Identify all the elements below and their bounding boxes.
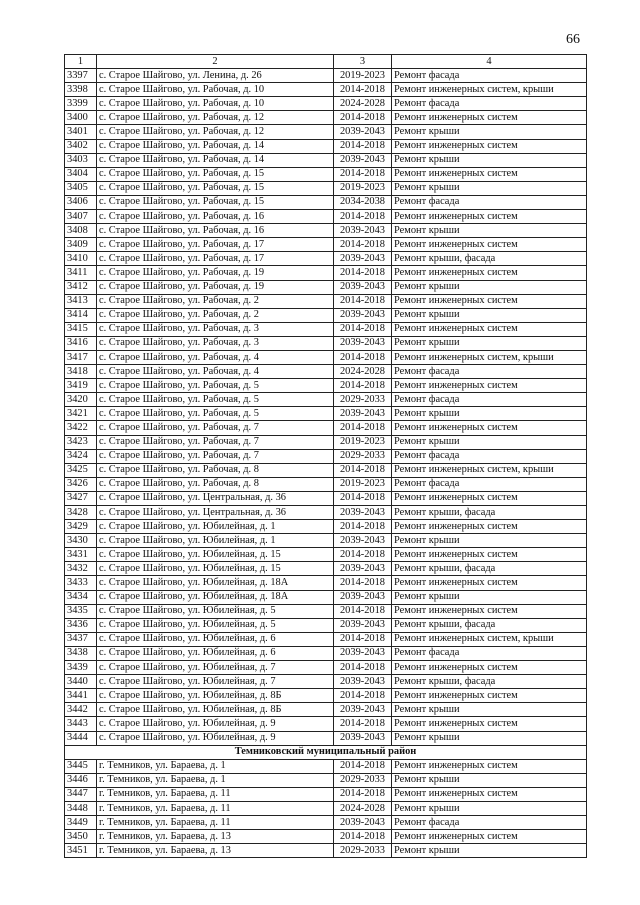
period-cell: 2029-2033 <box>334 393 392 407</box>
address-cell: с. Старое Шайгово, ул. Юбилейная, д. 7 <box>97 675 334 689</box>
table-row <box>65 703 587 717</box>
work-type-cell: Ремонт крыши, фасада <box>392 675 587 689</box>
period-cell: 2014-2018 <box>334 632 392 646</box>
row-number-cell: 3421 <box>65 407 97 421</box>
row-number-cell: 3416 <box>65 336 97 350</box>
work-type-cell: Ремонт крыши <box>392 590 587 604</box>
work-type-cell: Ремонт инженерных систем <box>392 322 587 336</box>
table-body-temnikov <box>65 759 587 858</box>
page-number: 66 <box>566 32 580 47</box>
period-cell: 2024-2028 <box>334 365 392 379</box>
row-number-cell: 3413 <box>65 294 97 308</box>
address-cell: с. Старое Шайгово, ул. Юбилейная, д. 8Б <box>97 689 334 703</box>
work-type-cell: Ремонт инженерных систем <box>392 210 587 224</box>
address-cell: г. Темников, ул. Бараева, д. 1 <box>97 759 334 773</box>
period-cell: 2014-2018 <box>334 111 392 125</box>
work-type-cell: Ремонт крыши <box>392 801 587 815</box>
table-row <box>65 562 587 576</box>
table-row <box>65 111 587 125</box>
address-cell: с. Старое Шайгово, ул. Рабочая, д. 4 <box>97 365 334 379</box>
period-cell: 2014-2018 <box>334 139 392 153</box>
work-type-cell: Ремонт фасада <box>392 69 587 83</box>
period-cell: 2014-2018 <box>334 548 392 562</box>
period-cell: 2014-2018 <box>334 830 392 844</box>
work-type-cell: Ремонт фасада <box>392 477 587 491</box>
table-row <box>65 463 587 477</box>
period-cell: 2014-2018 <box>334 661 392 675</box>
period-cell: 2019-2023 <box>334 69 392 83</box>
period-cell: 2014-2018 <box>334 576 392 590</box>
table-row <box>65 661 587 675</box>
work-type-cell: Ремонт инженерных систем <box>392 491 587 505</box>
work-type-cell: Ремонт крыши <box>392 153 587 167</box>
address-cell: с. Старое Шайгово, ул. Юбилейная, д. 9 <box>97 731 334 745</box>
table-body-shaigovo <box>65 69 587 746</box>
table-row <box>65 294 587 308</box>
column-header-work-type: 4 <box>392 55 587 69</box>
address-cell: с. Старое Шайгово, ул. Юбилейная, д. 6 <box>97 632 334 646</box>
period-cell: 2039-2043 <box>334 534 392 548</box>
table-row <box>65 576 587 590</box>
period-cell: 2014-2018 <box>334 604 392 618</box>
table-row <box>65 266 587 280</box>
period-cell: 2014-2018 <box>334 322 392 336</box>
table-row <box>65 491 587 505</box>
work-type-cell: Ремонт фасада <box>392 365 587 379</box>
work-type-cell: Ремонт крыши, фасада <box>392 562 587 576</box>
row-number-cell: 3423 <box>65 435 97 449</box>
address-cell: с. Старое Шайгово, ул. Рабочая, д. 14 <box>97 139 334 153</box>
work-type-cell: Ремонт фасада <box>392 97 587 111</box>
address-cell: с. Старое Шайгово, ул. Рабочая, д. 19 <box>97 266 334 280</box>
row-number-cell: 3424 <box>65 449 97 463</box>
row-number-cell: 3418 <box>65 365 97 379</box>
address-cell: с. Старое Шайгово, ул. Юбилейная, д. 7 <box>97 661 334 675</box>
row-number-cell: 3402 <box>65 139 97 153</box>
address-cell: с. Старое Шайгово, ул. Юбилейная, д. 9 <box>97 717 334 731</box>
row-number-cell: 3434 <box>65 590 97 604</box>
work-type-cell: Ремонт крыши <box>392 125 587 139</box>
row-number-cell: 3440 <box>65 675 97 689</box>
period-cell: 2029-2033 <box>334 773 392 787</box>
work-type-cell: Ремонт фасада <box>392 393 587 407</box>
work-type-cell: Ремонт инженерных систем <box>392 576 587 590</box>
work-type-cell: Ремонт инженерных систем, крыши <box>392 350 587 364</box>
address-cell: с. Старое Шайгово, ул. Рабочая, д. 10 <box>97 97 334 111</box>
table-row <box>65 759 587 773</box>
table-row <box>65 238 587 252</box>
period-cell: 2039-2043 <box>334 675 392 689</box>
table-row <box>65 224 587 238</box>
row-number-cell: 3436 <box>65 618 97 632</box>
table-row <box>65 350 587 364</box>
table-row <box>65 125 587 139</box>
table-row <box>65 590 587 604</box>
period-cell: 2039-2043 <box>334 280 392 294</box>
period-cell: 2039-2043 <box>334 618 392 632</box>
address-cell: с. Старое Шайгово, ул. Рабочая, д. 17 <box>97 238 334 252</box>
row-number-cell: 3409 <box>65 238 97 252</box>
work-type-cell: Ремонт фасада <box>392 646 587 660</box>
table-row <box>65 167 587 181</box>
work-type-cell: Ремонт инженерных систем <box>392 167 587 181</box>
row-number-cell: 3437 <box>65 632 97 646</box>
period-cell: 2024-2028 <box>334 801 392 815</box>
period-cell: 2019-2023 <box>334 181 392 195</box>
row-number-cell: 3410 <box>65 252 97 266</box>
period-cell: 2014-2018 <box>334 238 392 252</box>
row-number-cell: 3412 <box>65 280 97 294</box>
period-cell: 2039-2043 <box>334 153 392 167</box>
row-number-cell: 3441 <box>65 689 97 703</box>
table-row <box>65 773 587 787</box>
column-header-period: 3 <box>334 55 392 69</box>
row-number-cell: 3398 <box>65 83 97 97</box>
row-number-cell: 3448 <box>65 801 97 815</box>
row-number-cell: 3427 <box>65 491 97 505</box>
work-type-cell: Ремонт инженерных систем <box>392 294 587 308</box>
period-cell: 2029-2033 <box>334 449 392 463</box>
address-cell: с. Старое Шайгово, ул. Рабочая, д. 7 <box>97 421 334 435</box>
period-cell: 2039-2043 <box>334 646 392 660</box>
address-cell: с. Старое Шайгово, ул. Центральная, д. 36 <box>97 491 334 505</box>
period-cell: 2039-2043 <box>334 336 392 350</box>
table-row <box>65 477 587 491</box>
table-row <box>65 534 587 548</box>
row-number-cell: 3431 <box>65 548 97 562</box>
table-row <box>65 844 587 858</box>
row-number-cell: 3403 <box>65 153 97 167</box>
row-number-cell: 3426 <box>65 477 97 491</box>
row-number-cell: 3445 <box>65 759 97 773</box>
row-number-cell: 3446 <box>65 773 97 787</box>
work-type-cell: Ремонт крыши <box>392 407 587 421</box>
address-cell: с. Старое Шайгово, ул. Рабочая, д. 16 <box>97 224 334 238</box>
work-type-cell: Ремонт крыши <box>392 308 587 322</box>
work-type-cell: Ремонт инженерных систем, крыши <box>392 463 587 477</box>
table-row <box>65 210 587 224</box>
row-number-cell: 3451 <box>65 844 97 858</box>
period-cell: 2014-2018 <box>334 421 392 435</box>
row-number-cell: 3432 <box>65 562 97 576</box>
address-cell: с. Старое Шайгово, ул. Юбилейная, д. 15 <box>97 562 334 576</box>
row-number-cell: 3420 <box>65 393 97 407</box>
row-number-cell: 3443 <box>65 717 97 731</box>
period-cell: 2039-2043 <box>334 224 392 238</box>
row-number-cell: 3414 <box>65 308 97 322</box>
period-cell: 2034-2038 <box>334 195 392 209</box>
period-cell: 2039-2043 <box>334 562 392 576</box>
table-row <box>65 646 587 660</box>
period-cell: 2014-2018 <box>334 689 392 703</box>
address-cell: с. Старое Шайгово, ул. Рабочая, д. 4 <box>97 350 334 364</box>
table-row <box>65 830 587 844</box>
row-number-cell: 3447 <box>65 787 97 801</box>
table-row <box>65 801 587 815</box>
address-cell: с. Старое Шайгово, ул. Юбилейная, д. 6 <box>97 646 334 660</box>
row-number-cell: 3425 <box>65 463 97 477</box>
period-cell: 2014-2018 <box>334 379 392 393</box>
work-type-cell: Ремонт инженерных систем, крыши <box>392 83 587 97</box>
period-cell: 2039-2043 <box>334 731 392 745</box>
section-title: Темниковский муниципальный район <box>65 745 587 759</box>
table-row <box>65 280 587 294</box>
table-row <box>65 308 587 322</box>
address-cell: с. Старое Шайгово, ул. Юбилейная, д. 1 <box>97 534 334 548</box>
address-cell: г. Темников, ул. Бараева, д. 11 <box>97 787 334 801</box>
address-cell: с. Старое Шайгово, ул. Юбилейная, д. 1 <box>97 520 334 534</box>
work-type-cell: Ремонт инженерных систем <box>392 717 587 731</box>
period-cell: 2039-2043 <box>334 506 392 520</box>
row-number-cell: 3401 <box>65 125 97 139</box>
work-type-cell: Ремонт крыши <box>392 844 587 858</box>
row-number-cell: 3417 <box>65 350 97 364</box>
period-cell: 2014-2018 <box>334 491 392 505</box>
row-number-cell: 3404 <box>65 167 97 181</box>
row-number-cell: 3408 <box>65 224 97 238</box>
row-number-cell: 3422 <box>65 421 97 435</box>
address-cell: с. Старое Шайгово, ул. Рабочая, д. 5 <box>97 407 334 421</box>
address-cell: с. Старое Шайгово, ул. Рабочая, д. 8 <box>97 477 334 491</box>
period-cell: 2039-2043 <box>334 308 392 322</box>
address-cell: с. Старое Шайгово, ул. Рабочая, д. 17 <box>97 252 334 266</box>
period-cell: 2014-2018 <box>334 759 392 773</box>
table-row <box>65 717 587 731</box>
address-cell: с. Старое Шайгово, ул. Юбилейная, д. 5 <box>97 604 334 618</box>
row-number-cell: 3400 <box>65 111 97 125</box>
period-cell: 2014-2018 <box>334 717 392 731</box>
table-row <box>65 421 587 435</box>
work-type-cell: Ремонт инженерных систем <box>392 139 587 153</box>
row-number-cell: 3428 <box>65 506 97 520</box>
row-number-cell: 3411 <box>65 266 97 280</box>
work-type-cell: Ремонт крыши <box>392 224 587 238</box>
address-cell: с. Старое Шайгово, ул. Рабочая, д. 15 <box>97 181 334 195</box>
work-type-cell: Ремонт фасада <box>392 449 587 463</box>
address-cell: г. Темников, ул. Бараева, д. 11 <box>97 801 334 815</box>
work-type-cell: Ремонт крыши <box>392 181 587 195</box>
table-row <box>65 69 587 83</box>
work-type-cell: Ремонт инженерных систем <box>392 787 587 801</box>
row-number-cell: 3407 <box>65 210 97 224</box>
period-cell: 2014-2018 <box>334 83 392 97</box>
work-type-cell: Ремонт инженерных систем <box>392 689 587 703</box>
address-cell: с. Старое Шайгово, ул. Рабочая, д. 14 <box>97 153 334 167</box>
work-type-cell: Ремонт инженерных систем <box>392 238 587 252</box>
address-cell: г. Темников, ул. Бараева, д. 13 <box>97 844 334 858</box>
column-header-address: 2 <box>97 55 334 69</box>
period-cell: 2039-2043 <box>334 125 392 139</box>
work-type-cell: Ремонт инженерных систем <box>392 111 587 125</box>
period-cell: 2039-2043 <box>334 703 392 717</box>
period-cell: 2039-2043 <box>334 407 392 421</box>
work-type-cell: Ремонт инженерных систем <box>392 520 587 534</box>
address-cell: с. Старое Шайгово, ул. Рабочая, д. 15 <box>97 195 334 209</box>
period-cell: 2014-2018 <box>334 210 392 224</box>
address-cell: с. Старое Шайгово, ул. Рабочая, д. 19 <box>97 280 334 294</box>
table-row <box>65 181 587 195</box>
address-cell: с. Старое Шайгово, ул. Юбилейная, д. 18А <box>97 590 334 604</box>
section-row <box>65 745 587 759</box>
period-cell: 2014-2018 <box>334 520 392 534</box>
row-number-cell: 3399 <box>65 97 97 111</box>
address-cell: г. Темников, ул. Бараева, д. 1 <box>97 773 334 787</box>
table-row <box>65 97 587 111</box>
table-header <box>65 55 587 69</box>
column-header-number: 1 <box>65 55 97 69</box>
address-cell: с. Старое Шайгово, ул. Рабочая, д. 5 <box>97 379 334 393</box>
address-cell: с. Старое Шайгово, ул. Рабочая, д. 2 <box>97 308 334 322</box>
work-type-cell: Ремонт инженерных систем, крыши <box>392 632 587 646</box>
table-row <box>65 675 587 689</box>
address-cell: с. Старое Шайгово, ул. Рабочая, д. 3 <box>97 336 334 350</box>
work-type-cell: Ремонт крыши, фасада <box>392 252 587 266</box>
address-cell: г. Темников, ул. Бараева, д. 13 <box>97 830 334 844</box>
table-row <box>65 520 587 534</box>
address-cell: с. Старое Шайгово, ул. Ленина, д. 26 <box>97 69 334 83</box>
work-type-cell: Ремонт крыши <box>392 280 587 294</box>
period-cell: 2019-2023 <box>334 435 392 449</box>
work-type-cell: Ремонт крыши <box>392 731 587 745</box>
row-number-cell: 3429 <box>65 520 97 534</box>
address-cell: с. Старое Шайгово, ул. Рабочая, д. 15 <box>97 167 334 181</box>
section-temnikovsky <box>65 745 587 759</box>
row-number-cell: 3415 <box>65 322 97 336</box>
work-type-cell: Ремонт крыши <box>392 534 587 548</box>
table-row <box>65 407 587 421</box>
work-type-cell: Ремонт крыши, фасада <box>392 506 587 520</box>
work-type-cell: Ремонт фасада <box>392 816 587 830</box>
work-type-cell: Ремонт крыши <box>392 435 587 449</box>
address-cell: с. Старое Шайгово, ул. Центральная, д. 36 <box>97 506 334 520</box>
work-type-cell: Ремонт инженерных систем <box>392 604 587 618</box>
work-type-cell: Ремонт инженерных систем <box>392 421 587 435</box>
work-type-cell: Ремонт крыши <box>392 773 587 787</box>
work-type-cell: Ремонт инженерных систем <box>392 830 587 844</box>
repair-schedule-table <box>64 54 587 858</box>
address-cell: г. Темников, ул. Бараева, д. 11 <box>97 816 334 830</box>
period-cell: 2014-2018 <box>334 266 392 280</box>
work-type-cell: Ремонт инженерных систем <box>392 266 587 280</box>
period-cell: 2014-2018 <box>334 787 392 801</box>
address-cell: с. Старое Шайгово, ул. Рабочая, д. 7 <box>97 435 334 449</box>
table-row <box>65 435 587 449</box>
period-cell: 2024-2028 <box>334 97 392 111</box>
table-row <box>65 322 587 336</box>
work-type-cell: Ремонт инженерных систем <box>392 759 587 773</box>
row-number-cell: 3419 <box>65 379 97 393</box>
row-number-cell: 3397 <box>65 69 97 83</box>
row-number-cell: 3405 <box>65 181 97 195</box>
table-row <box>65 252 587 266</box>
address-cell: с. Старое Шайгово, ул. Рабочая, д. 8 <box>97 463 334 477</box>
period-cell: 2019-2023 <box>334 477 392 491</box>
row-number-cell: 3442 <box>65 703 97 717</box>
period-cell: 2014-2018 <box>334 294 392 308</box>
row-number-cell: 3438 <box>65 646 97 660</box>
table-row <box>65 393 587 407</box>
address-cell: с. Старое Шайгово, ул. Юбилейная, д. 18А <box>97 576 334 590</box>
period-cell: 2029-2033 <box>334 844 392 858</box>
work-type-cell: Ремонт крыши <box>392 703 587 717</box>
address-cell: с. Старое Шайгово, ул. Рабочая, д. 3 <box>97 322 334 336</box>
work-type-cell: Ремонт инженерных систем <box>392 661 587 675</box>
table-row <box>65 449 587 463</box>
table-row <box>65 83 587 97</box>
table-row <box>65 548 587 562</box>
period-cell: 2039-2043 <box>334 590 392 604</box>
row-number-cell: 3444 <box>65 731 97 745</box>
table-row <box>65 731 587 745</box>
period-cell: 2039-2043 <box>334 252 392 266</box>
table-row <box>65 816 587 830</box>
table-row <box>65 604 587 618</box>
table-row <box>65 379 587 393</box>
address-cell: с. Старое Шайгово, ул. Рабочая, д. 16 <box>97 210 334 224</box>
address-cell: с. Старое Шайгово, ул. Юбилейная, д. 8Б <box>97 703 334 717</box>
table-row <box>65 139 587 153</box>
period-cell: 2039-2043 <box>334 816 392 830</box>
work-type-cell: Ремонт фасада <box>392 195 587 209</box>
work-type-cell: Ремонт крыши <box>392 336 587 350</box>
period-cell: 2014-2018 <box>334 167 392 181</box>
address-cell: с. Старое Шайгово, ул. Рабочая, д. 7 <box>97 449 334 463</box>
table-row <box>65 618 587 632</box>
address-cell: с. Старое Шайгово, ул. Рабочая, д. 10 <box>97 83 334 97</box>
row-number-cell: 3406 <box>65 195 97 209</box>
address-cell: с. Старое Шайгово, ул. Юбилейная, д. 15 <box>97 548 334 562</box>
table-row <box>65 787 587 801</box>
period-cell: 2014-2018 <box>334 463 392 477</box>
address-cell: с. Старое Шайгово, ул. Юбилейная, д. 5 <box>97 618 334 632</box>
row-number-cell: 3439 <box>65 661 97 675</box>
header-row <box>65 55 587 69</box>
row-number-cell: 3430 <box>65 534 97 548</box>
work-type-cell: Ремонт инженерных систем <box>392 548 587 562</box>
table-row <box>65 195 587 209</box>
table-row <box>65 365 587 379</box>
table-row <box>65 506 587 520</box>
row-number-cell: 3435 <box>65 604 97 618</box>
address-cell: с. Старое Шайгово, ул. Рабочая, д. 2 <box>97 294 334 308</box>
row-number-cell: 3449 <box>65 816 97 830</box>
table-row <box>65 153 587 167</box>
row-number-cell: 3450 <box>65 830 97 844</box>
work-type-cell: Ремонт крыши, фасада <box>392 618 587 632</box>
table-row <box>65 689 587 703</box>
address-cell: с. Старое Шайгово, ул. Рабочая, д. 12 <box>97 125 334 139</box>
table-row <box>65 336 587 350</box>
work-type-cell: Ремонт инженерных систем <box>392 379 587 393</box>
row-number-cell: 3433 <box>65 576 97 590</box>
table-row <box>65 632 587 646</box>
address-cell: с. Старое Шайгово, ул. Рабочая, д. 12 <box>97 111 334 125</box>
period-cell: 2014-2018 <box>334 350 392 364</box>
address-cell: с. Старое Шайгово, ул. Рабочая, д. 5 <box>97 393 334 407</box>
